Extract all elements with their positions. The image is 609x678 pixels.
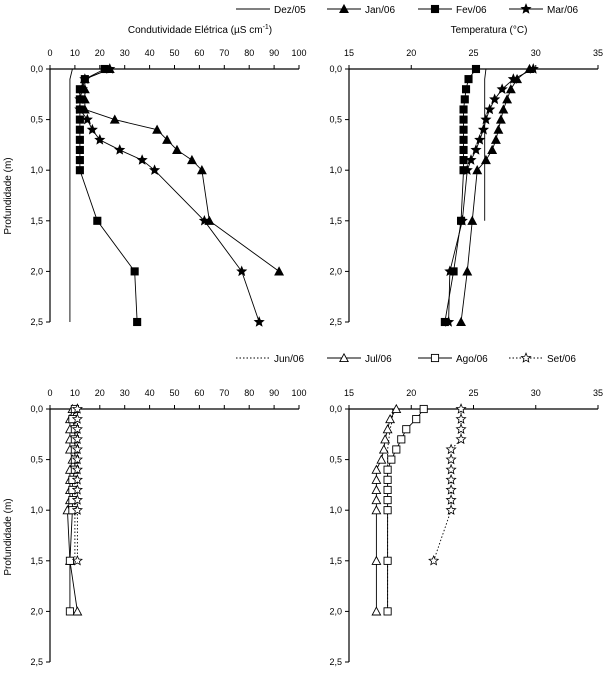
data-point-top-right-3	[471, 145, 480, 154]
legend-bottom-entry-1	[327, 354, 392, 365]
x-tick-label-top-left: 40	[144, 48, 155, 58]
series-top-left-2	[76, 65, 140, 325]
x-tick-label-top-right: 15	[343, 48, 355, 58]
data-point-bottom-right-1	[372, 466, 380, 474]
data-point-top-right-3	[498, 84, 507, 93]
data-point-top-right-3	[481, 115, 490, 124]
series-top-right-0	[485, 69, 486, 221]
data-point-top-left-3	[150, 165, 159, 174]
data-point-bottom-right-2	[384, 507, 391, 514]
data-point-bottom-right-3	[447, 505, 456, 514]
y-tick-label-top-left: 0,5	[30, 114, 43, 125]
data-point-top-right-3	[490, 95, 499, 104]
data-point-top-left-2	[76, 136, 83, 143]
x-tick-label-bottom-left: 30	[119, 388, 130, 398]
data-point-top-right-1	[503, 95, 511, 103]
y-tick-label-bottom-right: 2,5	[329, 657, 342, 667]
series-bottom-right-2	[384, 405, 427, 615]
data-point-top-left-2	[134, 318, 141, 325]
legend-top-swatch-marker-2	[431, 5, 438, 12]
data-point-top-right-2	[460, 146, 467, 153]
data-point-top-right-2	[465, 76, 472, 83]
x-tick-label-bottom-right: 30	[530, 388, 541, 398]
panel-bottom-left	[30, 388, 306, 667]
title-top-left: Condutividade Elétrica (µS $cm^{-1}$)	[127, 24, 273, 36]
y-tick-label-top-right: 1,0	[329, 165, 342, 176]
y-tick-label-top-left: 1,0	[30, 165, 43, 176]
data-point-top-right-3	[485, 105, 494, 114]
data-point-bottom-right-1	[372, 496, 380, 504]
data-point-bottom-right-3	[429, 556, 438, 565]
data-point-bottom-right-1	[372, 557, 380, 565]
data-point-bottom-right-1	[372, 607, 380, 615]
data-point-top-left-3	[83, 115, 92, 124]
legend-bottom-label-2: Ago/06	[456, 354, 488, 365]
x-tick-label-bottom-right: 20	[406, 388, 417, 398]
data-point-bottom-left-1	[73, 607, 81, 615]
y-tick-label-bottom-right: 0,5	[329, 454, 342, 465]
legend-top-entry-3	[509, 4, 579, 16]
data-point-top-left-1	[188, 156, 196, 164]
legend-bottom-entry-2	[418, 354, 488, 365]
y-tick-label-top-left: 1,5	[30, 215, 43, 226]
data-point-top-left-2	[76, 167, 83, 174]
data-point-bottom-right-2	[403, 426, 410, 433]
data-point-bottom-right-2	[384, 476, 391, 483]
data-point-top-right-1	[492, 136, 500, 144]
y-tick-label-bottom-left: 1,0	[30, 505, 43, 516]
data-point-top-left-1	[111, 115, 119, 123]
legend-bottom	[236, 353, 576, 365]
x-tick-label-bottom-left: 70	[219, 388, 230, 398]
title-top-right: Temperatura (°C)	[450, 25, 528, 36]
data-point-top-left-2	[131, 268, 138, 275]
x-tick-label-top-left: 0	[47, 48, 53, 58]
data-point-bottom-right-1	[372, 506, 380, 514]
series-line-top-left-0	[70, 69, 72, 322]
data-point-top-right-2	[460, 126, 467, 133]
data-point-bottom-right-2	[393, 446, 400, 453]
series-top-right-3	[444, 64, 538, 326]
x-tick-label-bottom-left: 100	[291, 388, 307, 398]
data-point-top-right-1	[497, 115, 505, 123]
data-point-bottom-right-2	[384, 608, 391, 615]
ylabel-bottom: Profundidade (m)	[3, 498, 14, 576]
data-point-bottom-right-2	[413, 416, 420, 423]
data-point-bottom-right-3	[447, 495, 456, 504]
panel-top-right	[329, 48, 603, 327]
data-point-bottom-right-2	[398, 436, 405, 443]
data-point-top-left-3	[115, 145, 124, 154]
data-point-top-right-2	[472, 65, 479, 72]
legend-bottom-label-0: Jun/06	[274, 354, 305, 365]
x-tick-label-bottom-left: 40	[144, 388, 155, 398]
data-point-top-right-2	[460, 156, 467, 163]
legend-top-swatch-marker-3	[521, 4, 530, 13]
x-tick-label-bottom-left: 10	[69, 388, 80, 398]
y-tick-label-bottom-right: 2,0	[329, 606, 342, 617]
x-tick-label-top-left: 100	[291, 48, 307, 58]
x-tick-label-bottom-right: 25	[468, 388, 479, 398]
series-top-left-1	[81, 65, 284, 275]
series-line-top-left-2	[80, 69, 137, 322]
y-tick-label-top-right: 2,5	[329, 317, 342, 327]
series-top-right-2	[441, 65, 479, 325]
data-point-top-right-1	[488, 146, 496, 154]
y-tick-label-top-right: 1,5	[329, 215, 342, 226]
series-line-top-right-0	[485, 69, 486, 221]
legend-top-label-0: Dez/05	[274, 5, 306, 16]
data-point-bottom-right-2	[384, 557, 391, 564]
data-point-bottom-right-3	[447, 465, 456, 474]
legend-top-label-2: Fev/06	[456, 5, 487, 16]
series-bottom-right-3	[429, 404, 466, 564]
y-tick-label-bottom-left: 2,0	[30, 606, 43, 617]
data-point-bottom-right-2	[384, 496, 391, 503]
x-tick-label-bottom-left: 50	[169, 388, 180, 398]
x-tick-label-top-left: 20	[94, 48, 105, 58]
series-line-top-left-1	[85, 69, 279, 271]
x-tick-label-top-right: 25	[468, 48, 479, 58]
data-point-top-right-1	[468, 217, 476, 225]
legend-bottom-swatch-marker-3	[521, 353, 530, 362]
y-tick-label-bottom-left: 1,5	[30, 555, 43, 566]
y-tick-label-bottom-left: 0,0	[30, 404, 43, 414]
data-point-top-right-1	[482, 156, 490, 164]
data-point-top-right-1	[499, 105, 507, 113]
data-point-top-left-2	[94, 217, 101, 224]
y-tick-label-bottom-right: 1,0	[329, 505, 342, 516]
legend-bottom-label-1: Jul/06	[365, 354, 392, 365]
data-point-top-right-2	[462, 86, 469, 93]
data-point-top-left-2	[76, 126, 83, 133]
legend-top-label-3: Mar/06	[547, 5, 579, 16]
data-point-bottom-right-3	[456, 435, 465, 444]
data-point-bottom-right-3	[456, 424, 465, 433]
series-line-top-left-3	[80, 69, 259, 322]
series-line-bottom-right-2	[388, 409, 424, 611]
data-point-bottom-right-3	[456, 404, 465, 413]
data-point-bottom-right-1	[383, 425, 391, 433]
series-top-left-3	[75, 64, 263, 326]
y-tick-label-bottom-right: 1,5	[329, 555, 342, 566]
data-point-bottom-right-3	[447, 485, 456, 494]
data-point-top-right-1	[507, 85, 515, 93]
legend-top-label-1: Jan/06	[365, 5, 396, 16]
panels-layer	[30, 48, 603, 667]
legend-top	[236, 4, 579, 16]
panel-bottom-right	[329, 388, 603, 667]
data-point-top-right-2	[461, 96, 468, 103]
legend-top-entry-0	[236, 5, 306, 16]
data-point-top-right-2	[460, 116, 467, 123]
data-point-top-right-2	[460, 136, 467, 143]
data-point-top-right-1	[463, 267, 471, 275]
x-tick-label-bottom-left: 80	[244, 388, 255, 398]
series-line-top-right-1	[461, 69, 529, 322]
x-tick-label-top-left: 10	[69, 48, 80, 58]
x-tick-label-top-right: 20	[406, 48, 417, 58]
data-point-top-left-3	[88, 125, 97, 134]
y-tick-label-bottom-left: 0,5	[30, 454, 43, 465]
data-point-bottom-right-3	[447, 475, 456, 484]
x-tick-label-top-left: 30	[119, 48, 130, 58]
x-tick-label-top-left: 80	[244, 48, 255, 58]
legend-bottom-swatch-marker-2	[431, 354, 438, 361]
legend-bottom-label-3: Set/06	[547, 354, 576, 365]
y-tick-label-top-right: 0,5	[329, 114, 342, 125]
legend-bottom-entry-0	[236, 354, 304, 365]
data-point-bottom-right-3	[456, 414, 465, 423]
data-point-bottom-left-3	[73, 556, 82, 565]
y-tick-label-top-left: 2,5	[30, 317, 43, 327]
data-point-top-left-2	[76, 156, 83, 163]
series-bottom-left-3	[73, 404, 82, 564]
x-tick-label-top-right: 30	[530, 48, 541, 58]
x-tick-label-bottom-left: 60	[194, 388, 205, 398]
data-point-top-left-3	[237, 267, 246, 276]
legend-top-entry-2	[418, 5, 487, 16]
data-point-bottom-right-1	[372, 476, 380, 484]
x-tick-label-bottom-right: 15	[343, 388, 355, 398]
x-tick-label-top-left: 90	[269, 48, 280, 58]
data-point-bottom-right-1	[380, 445, 388, 453]
series-top-right-1	[457, 65, 534, 326]
panel-top-left	[30, 48, 306, 327]
data-point-bottom-right-1	[372, 486, 380, 494]
data-point-top-right-3	[466, 155, 475, 164]
data-point-top-right-1	[494, 126, 502, 134]
data-point-bottom-right-2	[384, 486, 391, 493]
ylabel-top: Profundidade (m)	[3, 157, 14, 235]
data-point-top-right-3	[479, 125, 488, 134]
data-point-bottom-right-2	[420, 405, 427, 412]
data-point-top-left-1	[275, 267, 283, 275]
data-point-bottom-right-1	[377, 455, 385, 463]
series-line-bottom-right-3	[434, 409, 461, 561]
data-point-top-right-2	[460, 106, 467, 113]
x-tick-label-top-right: 35	[592, 48, 604, 58]
data-point-top-left-3	[95, 135, 104, 144]
data-point-bottom-right-2	[388, 456, 395, 463]
y-tick-label-top-left: 2,0	[30, 266, 43, 277]
data-point-bottom-right-3	[447, 455, 456, 464]
data-point-top-left-2	[76, 116, 83, 123]
y-tick-label-bottom-right: 0,0	[329, 404, 342, 414]
y-tick-label-bottom-left: 2,5	[30, 657, 43, 667]
legend-bottom-entry-3	[509, 353, 576, 365]
y-tick-label-top-left: 0,0	[30, 64, 43, 74]
x-tick-label-bottom-right: 35	[592, 388, 604, 398]
y-tick-label-top-right: 2,0	[329, 266, 342, 277]
x-tick-label-top-left: 70	[219, 48, 230, 58]
data-point-bottom-left-2	[66, 557, 73, 564]
data-point-top-right-1	[457, 318, 465, 326]
data-point-bottom-right-1	[381, 435, 389, 443]
data-point-top-left-2	[76, 146, 83, 153]
x-tick-label-top-left: 60	[194, 48, 205, 58]
x-tick-label-bottom-left: 90	[269, 388, 280, 398]
data-point-bottom-right-1	[386, 415, 394, 423]
x-tick-label-top-left: 50	[169, 48, 180, 58]
x-tick-label-bottom-left: 20	[94, 388, 105, 398]
legend-top-entry-1	[327, 5, 395, 16]
data-point-bottom-right-2	[384, 466, 391, 473]
x-tick-label-bottom-left: 0	[47, 388, 53, 398]
data-point-bottom-left-2	[66, 608, 73, 615]
series-top-left-0	[70, 69, 72, 322]
y-tick-label-top-right: 0,0	[329, 64, 342, 74]
data-point-top-left-3	[255, 317, 264, 326]
data-point-top-right-3	[475, 135, 484, 144]
